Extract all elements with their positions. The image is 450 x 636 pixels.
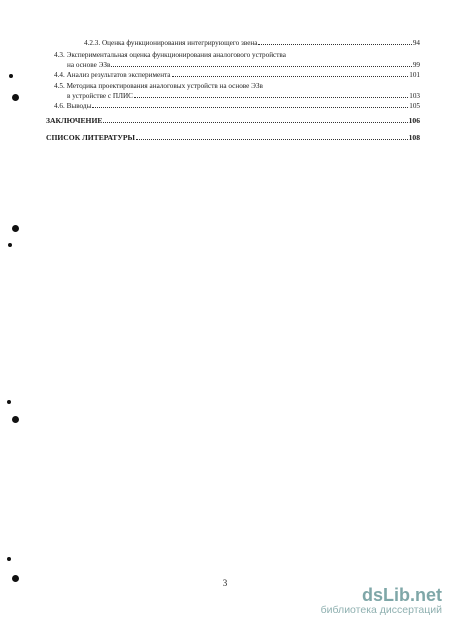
toc-entry-page: 105 <box>409 102 420 110</box>
toc-entry-page: 99 <box>412 61 420 69</box>
watermark-subtitle: библиотека диссертаций <box>320 604 442 616</box>
toc-entry-label: 4.4. Анализ результатов эксперимента <box>54 71 171 79</box>
punch-hole-mark <box>8 243 12 247</box>
toc-entry-label: в устройстве с ПЛИС <box>67 92 133 100</box>
punch-hole-mark <box>12 94 19 101</box>
toc-entry-references <box>46 134 420 142</box>
toc-entry-label: 4.5. Методика проектирования аналоговых устройств на основе ЭЗв <box>54 82 263 90</box>
toc-entry-4-6 <box>54 102 420 110</box>
watermark <box>321 586 442 616</box>
toc-leader-dots <box>136 139 408 140</box>
toc-entry-4-5-cont <box>67 92 420 100</box>
punch-hole-mark <box>7 557 11 561</box>
toc-entry-page: 94 <box>412 39 420 47</box>
watermark-logo: dsLib.net <box>362 585 442 605</box>
punch-hole-mark <box>9 74 13 78</box>
toc-entry-4-3-cont <box>67 61 420 69</box>
toc-entry-4-5 <box>54 82 420 90</box>
toc-entry-conclusion <box>46 117 420 125</box>
punch-hole-mark <box>12 416 19 423</box>
page-number: 3 <box>222 578 228 588</box>
toc-leader-dots <box>111 66 411 67</box>
toc-leader-dots <box>172 76 409 77</box>
toc-entry-page: 103 <box>409 92 420 100</box>
toc-entry-label: 4.6. Выводы <box>54 102 92 110</box>
toc-entry-label: СПИСОК ЛИТЕРАТУРЫ <box>46 133 136 142</box>
punch-hole-mark <box>7 400 11 404</box>
toc-entry-label: 4.2.3. Оценка функционирования интегрирующего звена <box>84 39 258 47</box>
toc-entry-label: на основе ЭЗв <box>67 61 111 69</box>
toc-entry-page: 106 <box>408 116 420 125</box>
toc-leader-dots <box>103 122 407 123</box>
toc-leader-dots <box>134 97 408 98</box>
toc-entry-4-4 <box>54 71 420 79</box>
toc-entry-page: 101 <box>409 71 420 79</box>
toc-entry-label: 4.3. Экспериментальная оценка функционирования аналогового устройства <box>54 51 286 59</box>
toc-leader-dots <box>258 44 411 45</box>
toc-entry-label: ЗАКЛЮЧЕНИЕ <box>46 116 103 125</box>
toc-entry-4-2-3 <box>84 39 420 47</box>
toc-entry-4-3 <box>54 51 420 59</box>
toc-leader-dots <box>92 107 408 108</box>
punch-hole-mark <box>12 225 19 232</box>
toc-entry-page: 108 <box>408 133 420 142</box>
